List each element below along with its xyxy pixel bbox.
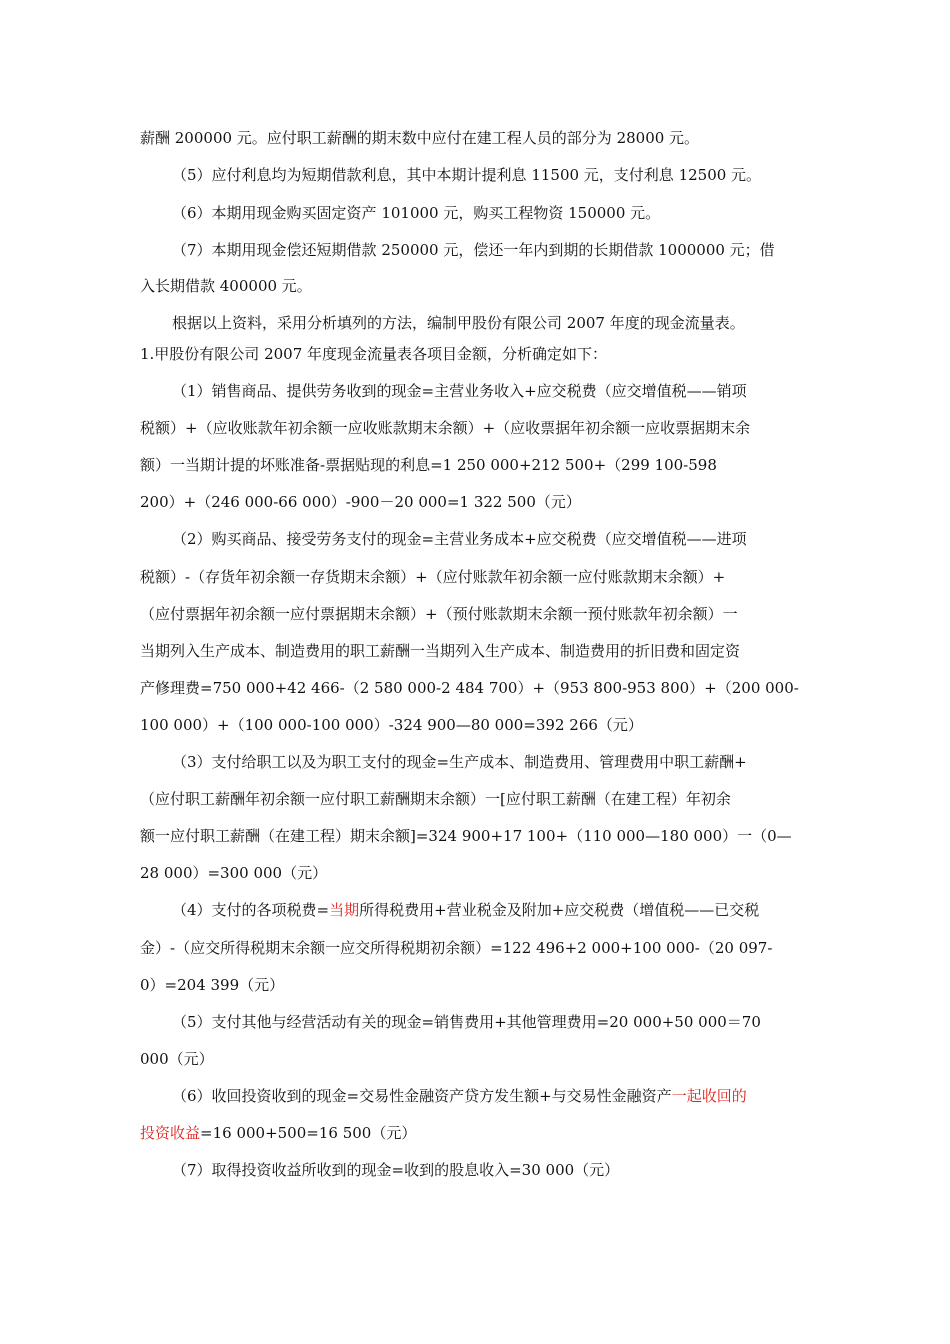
text-line: 金）-（应交所得税期末余额一应交所得税期初余额）=122 496+2 000+100 000-（20 097- bbox=[140, 939, 773, 957]
text-span: =16 000+500=16 500（元） bbox=[200, 1124, 417, 1142]
text-line: 税额）+（应收账款年初余额一应收账款期末余额）+（应收票据年初余额一应收票据期末余 bbox=[140, 419, 751, 437]
text-line: 当期列入生产成本、制造费用的职工薪酬一当期列入生产成本、制造费用的折旧费和固定资 bbox=[140, 642, 741, 660]
text-line: （6）本期用现金购买固定资产 101000 元，购买工程物资 150000 元。 bbox=[172, 204, 661, 222]
text-line: 28 000）=300 000（元） bbox=[140, 864, 328, 882]
text-line: （7）本期用现金偿还短期借款 250000 元，偿还一年内到期的长期借款 1000000 元；借 bbox=[172, 241, 775, 259]
text-span: （4）支付的各项税费= bbox=[172, 901, 330, 919]
text-line: 税额）-（存货年初余额一存货期末余额）+（应付账款年初余额一应付账款期末余额）+ bbox=[140, 568, 726, 586]
highlighted-text: 投资收益 bbox=[140, 1124, 201, 1142]
text-line: （7）取得投资收益所收到的现金=收到的股息收入=30 000（元） bbox=[172, 1161, 620, 1179]
text-line: （2）购买商品、接受劳务支付的现金=主营业务成本+应交税费（应交增值税——进项 bbox=[172, 530, 747, 548]
text-span: 所得税费用+营业税金及附加+应交税费（增值税——已交税 bbox=[359, 901, 760, 919]
text-line: 额）一当期计提的坏账准备-票据贴现的利息=1 250 000+212 500+（299 100-598 bbox=[140, 456, 717, 474]
text-line bbox=[172, 1086, 747, 1106]
text-span: （6）收回投资收到的现金=交易性金融资产贷方发生额+与交易性金融资产 bbox=[172, 1087, 672, 1105]
section-heading: 1.甲股份有限公司 2007 年度现金流量表各项目金额，分析确定如下： bbox=[140, 345, 608, 363]
text-line: 200）+（246 000-66 000）-900－20 000=1 322 500（元） bbox=[140, 493, 581, 511]
text-line: （5）应付利息均为短期借款利息，其中本期计提利息 11500 元，支付利息 12500 元。 bbox=[172, 166, 762, 184]
text-line: （应付票据年初余额一应付票据期末余额）+（预付账款期末余额一预付账款年初余额）一 bbox=[140, 605, 738, 623]
highlighted-text: 一起收回的 bbox=[671, 1087, 747, 1105]
text-line: （1）销售商品、提供劳务收到的现金=主营业务收入+应交税费（应交增值税——销项 bbox=[172, 382, 747, 400]
text-line: 100 000）+（100 000-100 000）-324 900—80 000=392 266（元） bbox=[140, 716, 643, 734]
text-line: 入长期借款 400000 元。 bbox=[140, 277, 312, 295]
text-line: 000（元） bbox=[140, 1050, 214, 1068]
text-line: （应付职工薪酬年初余额一应付职工薪酬期末余额）一[应付职工薪酬（在建工程）年初余 bbox=[140, 790, 731, 808]
text-line: 根据以上资料，采用分析填列的方法，编制甲股份有限公司 2007 年度的现金流量表。 bbox=[172, 314, 745, 332]
highlighted-text: 当期 bbox=[329, 901, 360, 919]
text-line: 产修理费=750 000+42 466-（2 580 000-2 484 700）+（953 800-953 800）+（200 000- bbox=[140, 679, 799, 697]
text-line: 额一应付职工薪酬（在建工程）期末余额]=324 900+17 100+（110 000—180 000）一（0— bbox=[140, 827, 792, 845]
text-line bbox=[140, 1123, 416, 1143]
text-line: 薪酬 200000 元。应付职工薪酬的期末数中应付在建工程人员的部分为 28000 元。 bbox=[140, 129, 700, 147]
text-line: （3）支付给职工以及为职工支付的现金=生产成本、制造费用、管理费用中职工薪酬+ bbox=[172, 753, 747, 771]
text-line bbox=[172, 900, 759, 920]
text-line: （5）支付其他与经营活动有关的现金=销售费用+其他管理费用=20 000+50 000＝70 bbox=[172, 1013, 761, 1031]
text-line: 0）=204 399（元） bbox=[140, 976, 285, 994]
